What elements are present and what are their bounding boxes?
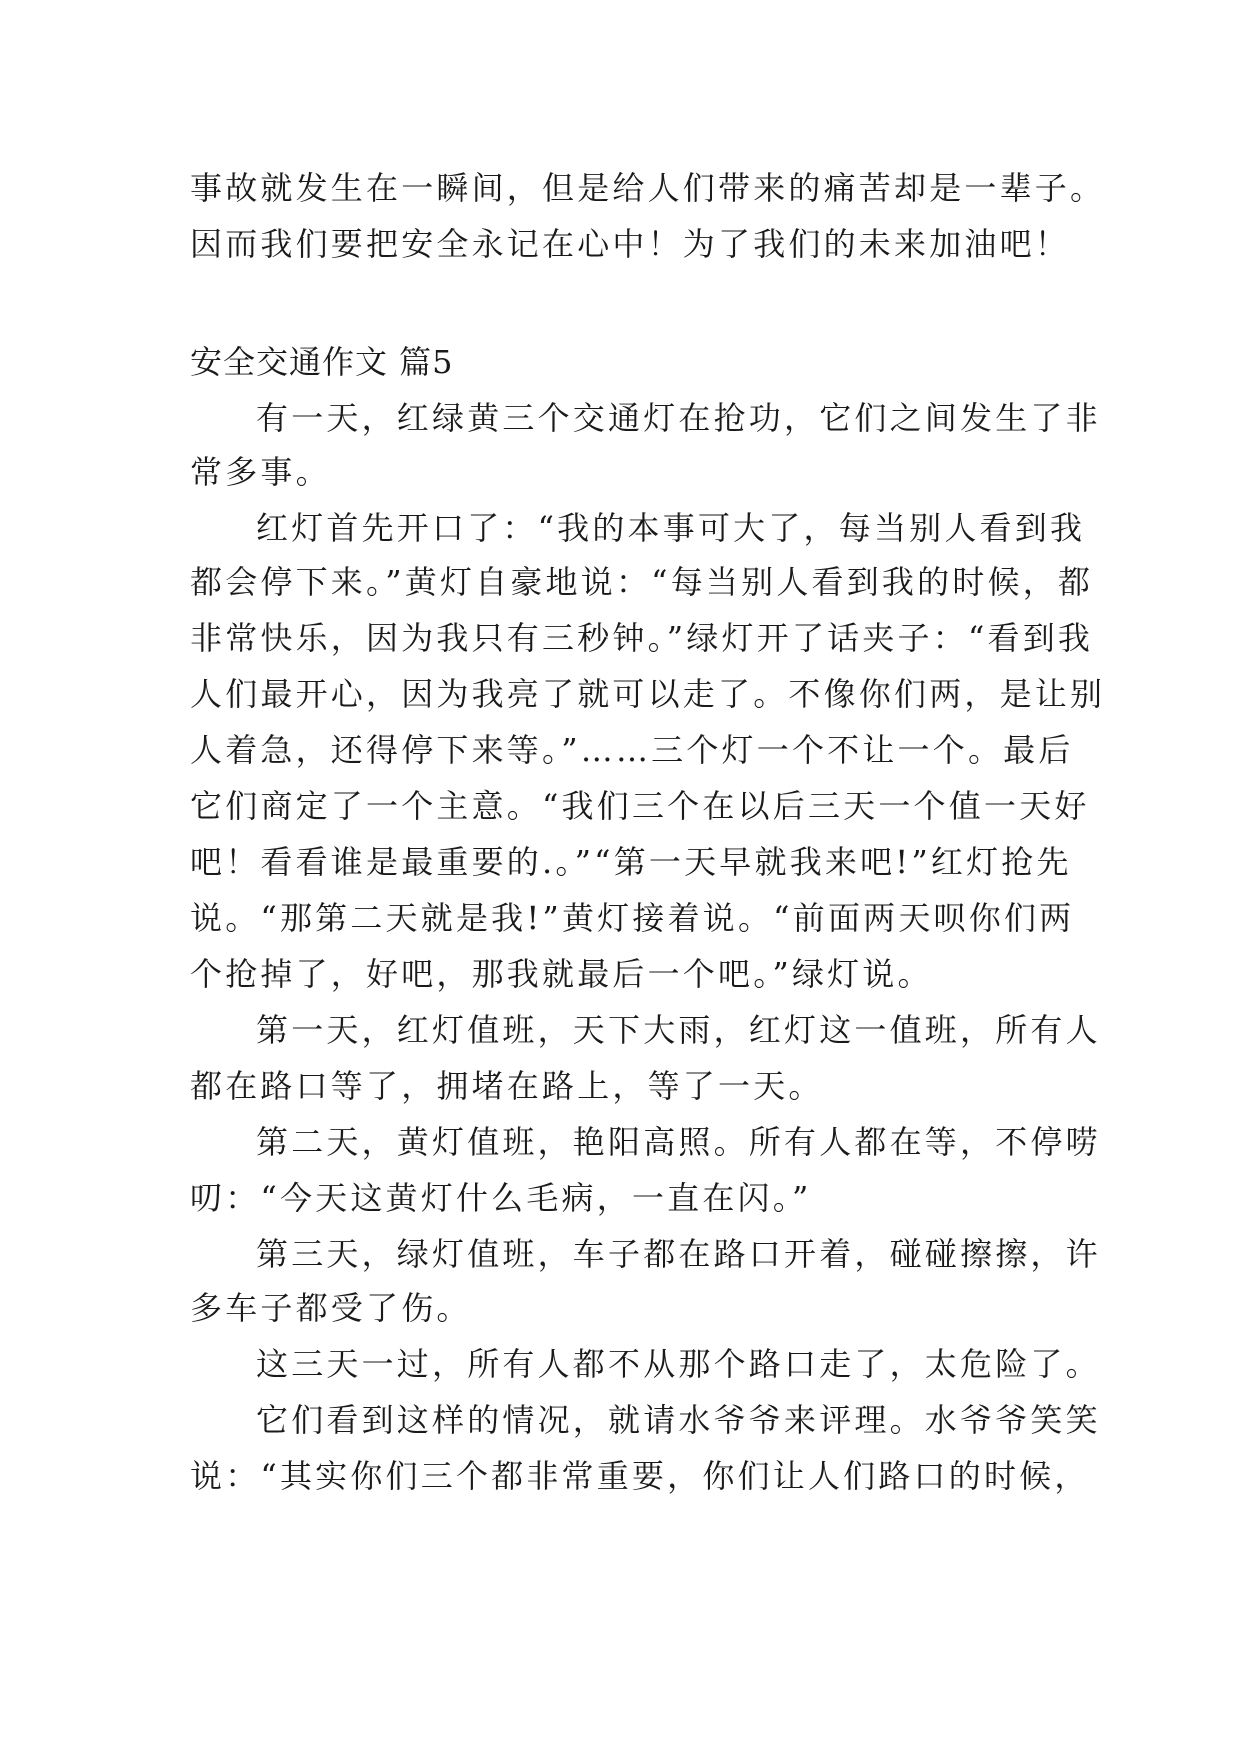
paragraph-line: 因而我们要把安全永记在心中！为了我们的未来加油吧！ [190, 225, 1071, 263]
paragraph-line: 有一天，红绿黄三个交通灯在抢功，它们之间发生了非 [256, 399, 1101, 437]
paragraph-line: 都在路口等了，拥堵在路上，等了一天。 [190, 1067, 824, 1105]
paragraph-line: 红灯首先开口了：“我的本事可大了，每当别人看到我 [256, 509, 1086, 547]
paragraph-line: 它们商定了一个主意。“我们三个在以后三天一个值一天好 [190, 787, 1090, 825]
paragraph-line: 事故就发生在一瞬间，但是给人们带来的痛苦却是一辈子。 [190, 169, 1106, 207]
paragraph-line: 人们最开心，因为我亮了就可以走了。不像你们两，是让别 [190, 675, 1106, 713]
paragraph-line: 说。“那第二天就是我!”黄灯接着说。“前面两天呗你们两 [190, 899, 1075, 937]
paragraph-line: 这三天一过，所有人都不从那个路口走了，太危险了。 [256, 1345, 1101, 1383]
paragraph-line: 说：“其实你们三个都非常重要，你们让人们路口的时候， [190, 1457, 1090, 1495]
paragraph-line: 非常快乐，因为我只有三秒钟。”绿灯开了话夹子：“看到我 [190, 619, 1094, 657]
paragraph-line: 都会停下来。”黄灯自豪地说：“每当别人看到我的时候，都 [190, 563, 1094, 601]
paragraph-line: 叨：“今天这黄灯什么毛病，一直在闪。” [190, 1179, 812, 1217]
paragraph-line: 常多事。 [190, 453, 331, 491]
paragraph-line: 吧！看看谁是最重要的.。”“第一天早就我来吧!”红灯抢先 [190, 843, 1072, 881]
paragraph-line: 多车子都受了伤。 [190, 1289, 472, 1327]
paragraph-line: 第一天，红灯值班，天下大雨，红灯这一值班，所有人 [256, 1011, 1101, 1049]
paragraph-line: 它们看到这样的情况，就请水爷爷来评理。水爷爷笑笑 [256, 1401, 1101, 1439]
paragraph-line: 第二天，黄灯值班，艳阳高照。所有人都在等，不停唠 [256, 1123, 1101, 1161]
paragraph-line: 个抢掉了，好吧，那我就最后一个吧。”绿灯说。 [190, 955, 933, 993]
section-heading: 安全交通作文 篇5 [190, 343, 454, 381]
paragraph-line: 人着急，还得停下来等。”……三个灯一个不让一个。最后 [190, 731, 1074, 769]
paragraph-line: 第三天，绿灯值班，车子都在路口开着，碰碰擦擦，许 [256, 1235, 1101, 1273]
